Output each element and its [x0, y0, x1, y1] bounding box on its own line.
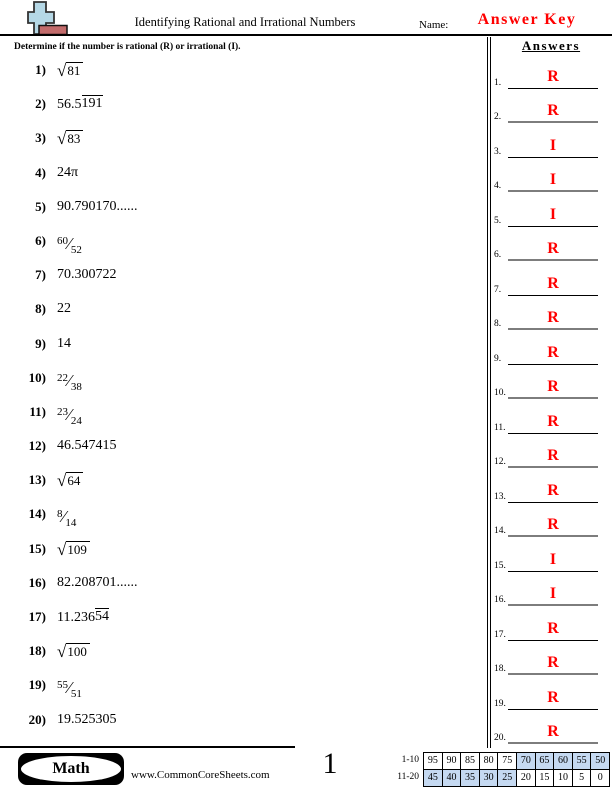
problem-expression: 90.790170...... — [57, 198, 138, 214]
repeating-digits: 54 — [94, 609, 109, 624]
fraction-slash: ⁄ — [62, 507, 66, 527]
problem-expression: 14 — [57, 335, 71, 351]
problem-number: 7) — [35, 267, 46, 283]
answer-value: R — [547, 688, 559, 706]
radicand: 100 — [66, 643, 90, 660]
radicand: 64 — [66, 472, 83, 489]
fraction-numerator: 55 — [57, 679, 68, 692]
radicand: 81 — [66, 62, 83, 79]
radical-sign-icon: √ — [57, 129, 67, 149]
problem-number: 3) — [35, 130, 46, 146]
problem-number: 15) — [28, 540, 46, 556]
problem-expression — [57, 506, 77, 530]
fraction-slash: ⁄ — [68, 370, 71, 390]
answer-value: R — [547, 378, 559, 395]
problem-row — [14, 641, 479, 675]
fraction-denominator: 14 — [65, 517, 77, 530]
fraction-numerator: 8 — [57, 508, 63, 521]
grading-cell: 70 — [517, 753, 536, 770]
answer-number: 18. — [494, 664, 506, 674]
grading-cell: 20 — [517, 769, 536, 786]
grading-cell: 95 — [424, 753, 443, 770]
answer-row — [490, 572, 610, 607]
grading-cell: 45 — [424, 769, 443, 786]
problem-number: 16) — [28, 574, 46, 590]
grading-cell: 25 — [498, 769, 517, 786]
decimal-prefix: 56.5 — [57, 97, 82, 113]
answer-row — [490, 365, 610, 400]
grading-table-cells — [423, 752, 610, 787]
page-number: 1 — [322, 747, 338, 780]
problem-row — [14, 163, 479, 197]
answer-value: I — [549, 550, 557, 568]
problem-row — [14, 231, 479, 265]
grading-cell: 15 — [535, 769, 554, 786]
grading-cell: 75 — [498, 753, 517, 770]
problem-number: 2) — [35, 96, 46, 112]
answer-row — [490, 192, 610, 227]
problem-number: 10) — [28, 369, 46, 385]
problem-row — [14, 504, 479, 538]
website-text: www.CommonCoreSheets.com — [131, 769, 270, 781]
decimal-prefix: 11.236 — [57, 610, 95, 625]
answer-row — [490, 330, 610, 365]
answer-row — [490, 503, 610, 538]
problem-number: 8) — [35, 301, 46, 317]
answer-number: 4. — [494, 181, 502, 191]
answer-value: I — [549, 171, 557, 188]
problem-number: 5) — [35, 198, 46, 214]
problem-row — [14, 710, 479, 744]
problem-row — [14, 299, 479, 333]
fraction-slash: ⁄ — [68, 233, 71, 253]
problem-expression — [57, 62, 83, 81]
problem-number: 20) — [28, 711, 46, 727]
problem-expression — [57, 677, 82, 701]
problem-number: 14) — [28, 506, 46, 522]
problems-list — [14, 60, 479, 744]
grading-cell: 85 — [461, 753, 480, 770]
answer-number: 3. — [494, 146, 502, 157]
problem-expression — [57, 233, 82, 256]
answer-number: 8. — [494, 319, 502, 329]
radical-sign-icon: √ — [57, 61, 67, 80]
answer-number: 7. — [494, 284, 502, 295]
answer-value: I — [549, 585, 557, 602]
problem-row — [14, 573, 479, 607]
grading-table-labels — [397, 752, 423, 787]
answer-number: 5. — [494, 215, 502, 226]
radical-sign-icon: √ — [57, 642, 67, 662]
fraction-denominator: 51 — [70, 688, 82, 701]
problem-expression — [57, 541, 90, 560]
grading-table — [397, 752, 610, 787]
subject-label: Math — [21, 756, 121, 782]
answer-number: 14. — [494, 526, 506, 536]
grading-cell: 10 — [554, 769, 573, 786]
name-label: Name: — [419, 19, 449, 31]
answer-row — [490, 261, 610, 296]
problem-expression: 24π — [57, 164, 79, 180]
answer-number: 11. — [494, 422, 506, 433]
answer-value: R — [547, 102, 559, 119]
answer-row — [490, 641, 610, 676]
fraction-numerator: 60 — [57, 234, 68, 247]
answer-value: R — [547, 723, 559, 740]
answers-list — [490, 54, 610, 744]
answer-row — [490, 675, 610, 710]
grading-cell: 80 — [479, 753, 498, 770]
problem-expression — [57, 130, 83, 149]
grading-cell: 0 — [591, 769, 610, 786]
problem-expression — [57, 643, 90, 662]
fraction-slash: ⁄ — [68, 678, 71, 698]
answer-value: R — [547, 516, 559, 533]
answer-number: 13. — [494, 491, 506, 502]
answer-number: 6. — [494, 250, 502, 260]
grading-row-label: 11-20 — [397, 772, 420, 783]
answer-number: 2. — [494, 112, 502, 122]
fraction-denominator: 52 — [70, 243, 82, 256]
radical-sign-icon: √ — [57, 471, 67, 491]
answer-number: 1. — [494, 77, 502, 88]
header-rule — [0, 34, 612, 36]
problem-number: 9) — [35, 335, 46, 351]
answer-number: 17. — [494, 629, 506, 640]
answer-value: R — [547, 481, 559, 499]
problem-number: 1) — [35, 62, 46, 77]
answer-row — [490, 89, 610, 124]
answer-value: R — [547, 447, 559, 464]
answer-row — [490, 468, 610, 503]
answer-value: R — [547, 240, 559, 257]
problem-expression — [57, 96, 103, 114]
answer-number: 10. — [494, 388, 506, 398]
problem-number: 4) — [35, 164, 46, 180]
answer-key-text: Answer Key — [477, 11, 577, 28]
fraction-slash: ⁄ — [68, 404, 71, 424]
answer-value: R — [547, 309, 559, 326]
answer-number: 20. — [494, 733, 506, 743]
commoncoresheets-logo-icon — [26, 1, 70, 37]
answer-row — [490, 434, 610, 469]
problem-number: 19) — [28, 677, 46, 693]
problem-number: 13) — [28, 472, 46, 488]
problem-expression: 22 — [57, 301, 71, 317]
answer-row — [490, 296, 610, 331]
problem-row — [14, 368, 479, 402]
answer-number: 12. — [494, 457, 506, 467]
answer-value: R — [547, 619, 559, 637]
grading-cell: 55 — [572, 753, 591, 770]
answer-value: R — [547, 654, 559, 671]
problem-expression — [57, 472, 83, 491]
problem-expression: 19.525305 — [57, 711, 117, 727]
answer-value: R — [547, 412, 559, 430]
answer-row — [490, 537, 610, 572]
answer-row — [490, 123, 610, 158]
worksheet-title: Identifying Rational and Irrational Numbers — [134, 15, 356, 29]
problem-row — [14, 402, 479, 436]
answers-title: Answers — [521, 38, 581, 53]
answer-blank-line — [508, 742, 598, 744]
answer-row — [490, 54, 610, 89]
grading-cell: 30 — [479, 769, 498, 786]
radicand: 109 — [66, 541, 90, 558]
grading-cell: 50 — [591, 753, 610, 770]
fraction-numerator: 22 — [57, 371, 68, 384]
answer-value: I — [549, 136, 557, 154]
grading-cell: 35 — [461, 769, 480, 786]
problem-row — [14, 470, 479, 504]
footer-rule — [0, 746, 295, 748]
grading-row — [424, 753, 610, 770]
problem-expression — [57, 370, 82, 393]
radical-sign-icon: √ — [57, 539, 67, 559]
grading-cell: 5 — [572, 769, 591, 786]
grading-cell: 40 — [442, 769, 461, 786]
problem-expression: 82.208701...... — [57, 574, 138, 590]
fraction-denominator: 38 — [70, 380, 82, 393]
problem-row — [14, 197, 479, 231]
repeating-digits: 191 — [81, 96, 103, 112]
problem-expression — [57, 609, 109, 627]
answer-number: 16. — [494, 595, 506, 605]
problem-expression: 46.547415 — [57, 438, 117, 454]
answer-row — [490, 227, 610, 262]
subject-badge — [18, 753, 124, 785]
answer-row — [490, 158, 610, 193]
answer-row — [490, 399, 610, 434]
grading-cell: 90 — [442, 753, 461, 770]
answer-number: 15. — [494, 560, 506, 571]
grading-cell: 65 — [535, 753, 554, 770]
radicand: 83 — [66, 130, 83, 147]
problem-row — [14, 436, 479, 470]
problem-number: 11) — [29, 403, 46, 419]
problem-number: 12) — [28, 438, 46, 454]
answer-row — [490, 606, 610, 641]
problem-row — [14, 94, 479, 128]
problem-number: 17) — [28, 609, 46, 624]
problem-expression: 70.300722 — [57, 267, 117, 283]
problem-expression — [57, 404, 82, 427]
fraction-denominator: 24 — [70, 414, 82, 427]
problem-number: 6) — [35, 232, 46, 248]
answer-value: R — [547, 274, 559, 292]
fraction-numerator: 23 — [57, 405, 68, 418]
instructions-text: Determine if the number is rational (R) or irrational (I). — [14, 42, 241, 52]
problem-row — [14, 265, 479, 299]
problem-row — [14, 607, 479, 641]
answer-value: R — [547, 343, 559, 361]
answer-number: 9. — [494, 353, 502, 364]
grading-cell: 60 — [554, 753, 573, 770]
problem-row — [14, 334, 479, 368]
problem-row — [14, 539, 479, 573]
problem-row — [14, 60, 479, 94]
problem-row — [14, 128, 479, 162]
grading-row-label: 1-10 — [401, 755, 420, 765]
problem-number: 18) — [28, 643, 46, 659]
grading-row — [424, 769, 610, 786]
answer-value: I — [549, 205, 557, 223]
answer-row — [490, 710, 610, 745]
problem-row — [14, 675, 479, 709]
answer-value: R — [547, 67, 559, 85]
answer-number: 19. — [494, 698, 506, 709]
